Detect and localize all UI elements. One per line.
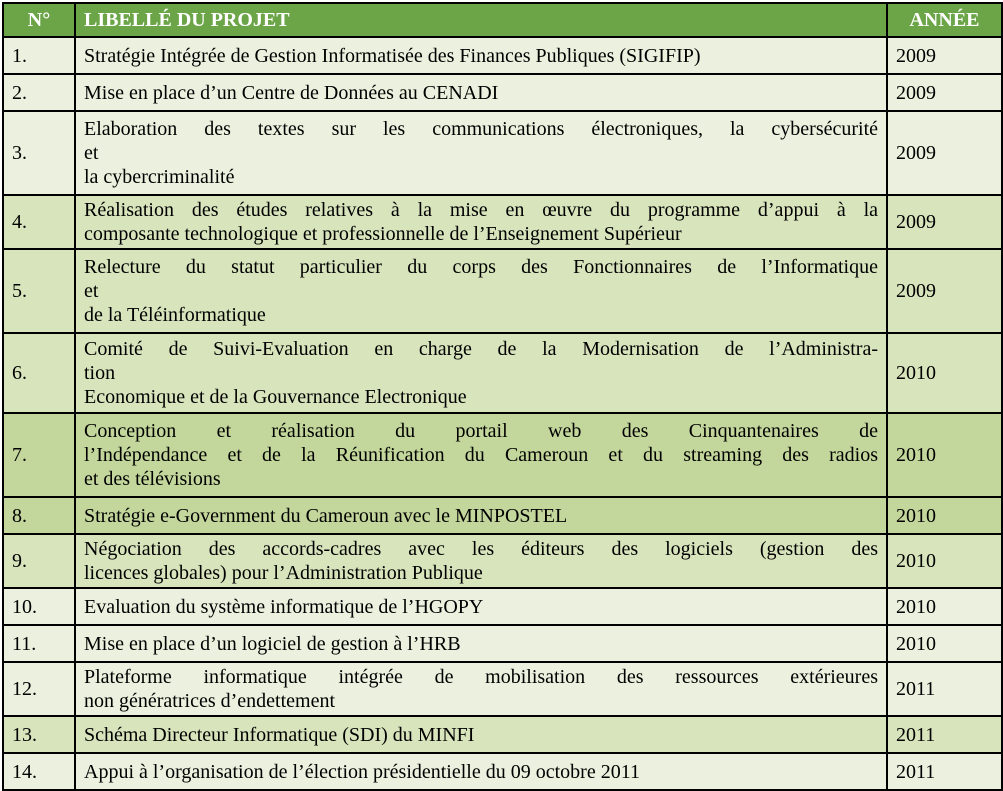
projects-table [2, 2, 1003, 791]
project-year: 2010 [887, 534, 1002, 588]
row-number: 7. [3, 413, 75, 497]
project-year: 2010 [887, 625, 1002, 662]
project-year: 2009 [887, 195, 1002, 249]
project-label-line: Appui à l’organisation de l’élection présidentielle du 09 octobre 2011 [84, 760, 640, 783]
project-year: 2011 [887, 662, 1002, 716]
table-row [3, 753, 1002, 790]
project-label-line: et [84, 280, 99, 302]
table-row [3, 625, 1002, 662]
project-year: 2009 [887, 74, 1002, 111]
header-libelle: LIBELLÉ DU PROJET [75, 3, 887, 37]
project-year: 2010 [887, 588, 1002, 625]
table-row [3, 716, 1002, 753]
project-label [75, 534, 887, 588]
row-number: 10. [3, 588, 75, 625]
project-label [75, 333, 887, 413]
project-label [75, 37, 887, 74]
project-label-line: de la Téléinformatique [84, 304, 266, 326]
project-label-line: Plateforme informatique intégrée de mobilisation des ressources extérieures [84, 666, 878, 688]
project-label [75, 753, 887, 790]
project-label [75, 413, 887, 497]
project-label-line: Evaluation du système informatique de l’HGOPY [84, 595, 484, 618]
table-body [3, 37, 1002, 790]
row-number: 8. [3, 497, 75, 534]
row-number: 5. [3, 249, 75, 333]
project-label-line: tion [84, 362, 116, 384]
table-row [3, 413, 1002, 497]
project-label-line: Elaboration des textes sur les communications électroniques, la cybersécurité [84, 118, 878, 140]
table-row [3, 662, 1002, 716]
project-year: 2010 [887, 497, 1002, 534]
project-label-line: Stratégie e-Government du Cameroun avec le MINPOSTEL [84, 504, 568, 527]
project-label-line: Réalisation des études relatives à la mise en œuvre du programme d’appui à la [84, 199, 878, 221]
project-label-line: Stratégie Intégrée de Gestion Informatisée des Finances Publiques (SIGIFIP) [84, 44, 701, 67]
project-label-line: Comité de Suivi-Evaluation en charge de la Modernisation de l’Administra- [84, 338, 878, 360]
table-row [3, 249, 1002, 333]
row-number: 6. [3, 333, 75, 413]
table-row [3, 195, 1002, 249]
project-label [75, 195, 887, 249]
project-label-line: et des télévisions [84, 468, 221, 490]
project-year: 2009 [887, 37, 1002, 74]
table-row [3, 534, 1002, 588]
table-row [3, 588, 1002, 625]
project-year: 2009 [887, 249, 1002, 333]
row-number: 3. [3, 111, 75, 195]
row-number: 13. [3, 716, 75, 753]
table-row [3, 74, 1002, 111]
project-label-line: composante technologique et professionnelle de l’Enseignement Supérieur [84, 223, 682, 245]
project-label-line: Relecture du statut particulier du corps des Fonctionnaires de l’Informatique [84, 256, 878, 278]
project-year: 2010 [887, 333, 1002, 413]
project-label-line: Economique et de la Gouvernance Electronique [84, 386, 467, 408]
row-number: 12. [3, 662, 75, 716]
project-year: 2011 [887, 753, 1002, 790]
row-number: 11. [3, 625, 75, 662]
row-number: 1. [3, 37, 75, 74]
row-number: 4. [3, 195, 75, 249]
row-number: 14. [3, 753, 75, 790]
project-label-line: licences globales) pour l’Administration Publique [84, 562, 483, 584]
table-row [3, 37, 1002, 74]
project-label [75, 74, 887, 111]
table-row [3, 333, 1002, 413]
project-label-line: la cybercriminalité [84, 166, 235, 188]
project-label [75, 249, 887, 333]
project-year: 2011 [887, 716, 1002, 753]
project-label [75, 588, 887, 625]
project-year: 2010 [887, 413, 1002, 497]
project-label [75, 497, 887, 534]
table-header-row [3, 3, 1002, 37]
project-label [75, 111, 887, 195]
row-number: 2. [3, 74, 75, 111]
project-label-line: l’Indépendance et de la Réunification du Cameroun et du streaming des radios [84, 444, 878, 466]
project-year: 2009 [887, 111, 1002, 195]
row-number: 9. [3, 534, 75, 588]
project-label [75, 662, 887, 716]
project-label-line: non génératrices d’endettement [84, 690, 335, 712]
project-label [75, 625, 887, 662]
project-label-line: et [84, 142, 99, 164]
project-label-line: Mise en place d’un logiciel de gestion à l’HRB [84, 632, 461, 655]
table-row [3, 497, 1002, 534]
project-label-line: Schéma Directeur Informatique (SDI) du MINFI [84, 723, 475, 746]
table-row [3, 111, 1002, 195]
project-label-line: Conception et réalisation du portail web des Cinquantenaires de [84, 420, 878, 442]
header-annee: ANNÉE [887, 3, 1002, 37]
project-label-line: Mise en place d’un Centre de Données au CENADI [84, 81, 499, 104]
header-num: N° [3, 3, 75, 37]
project-label [75, 716, 887, 753]
project-label-line: Négociation des accords-cadres avec les éditeurs des logiciels (gestion des [84, 538, 878, 560]
